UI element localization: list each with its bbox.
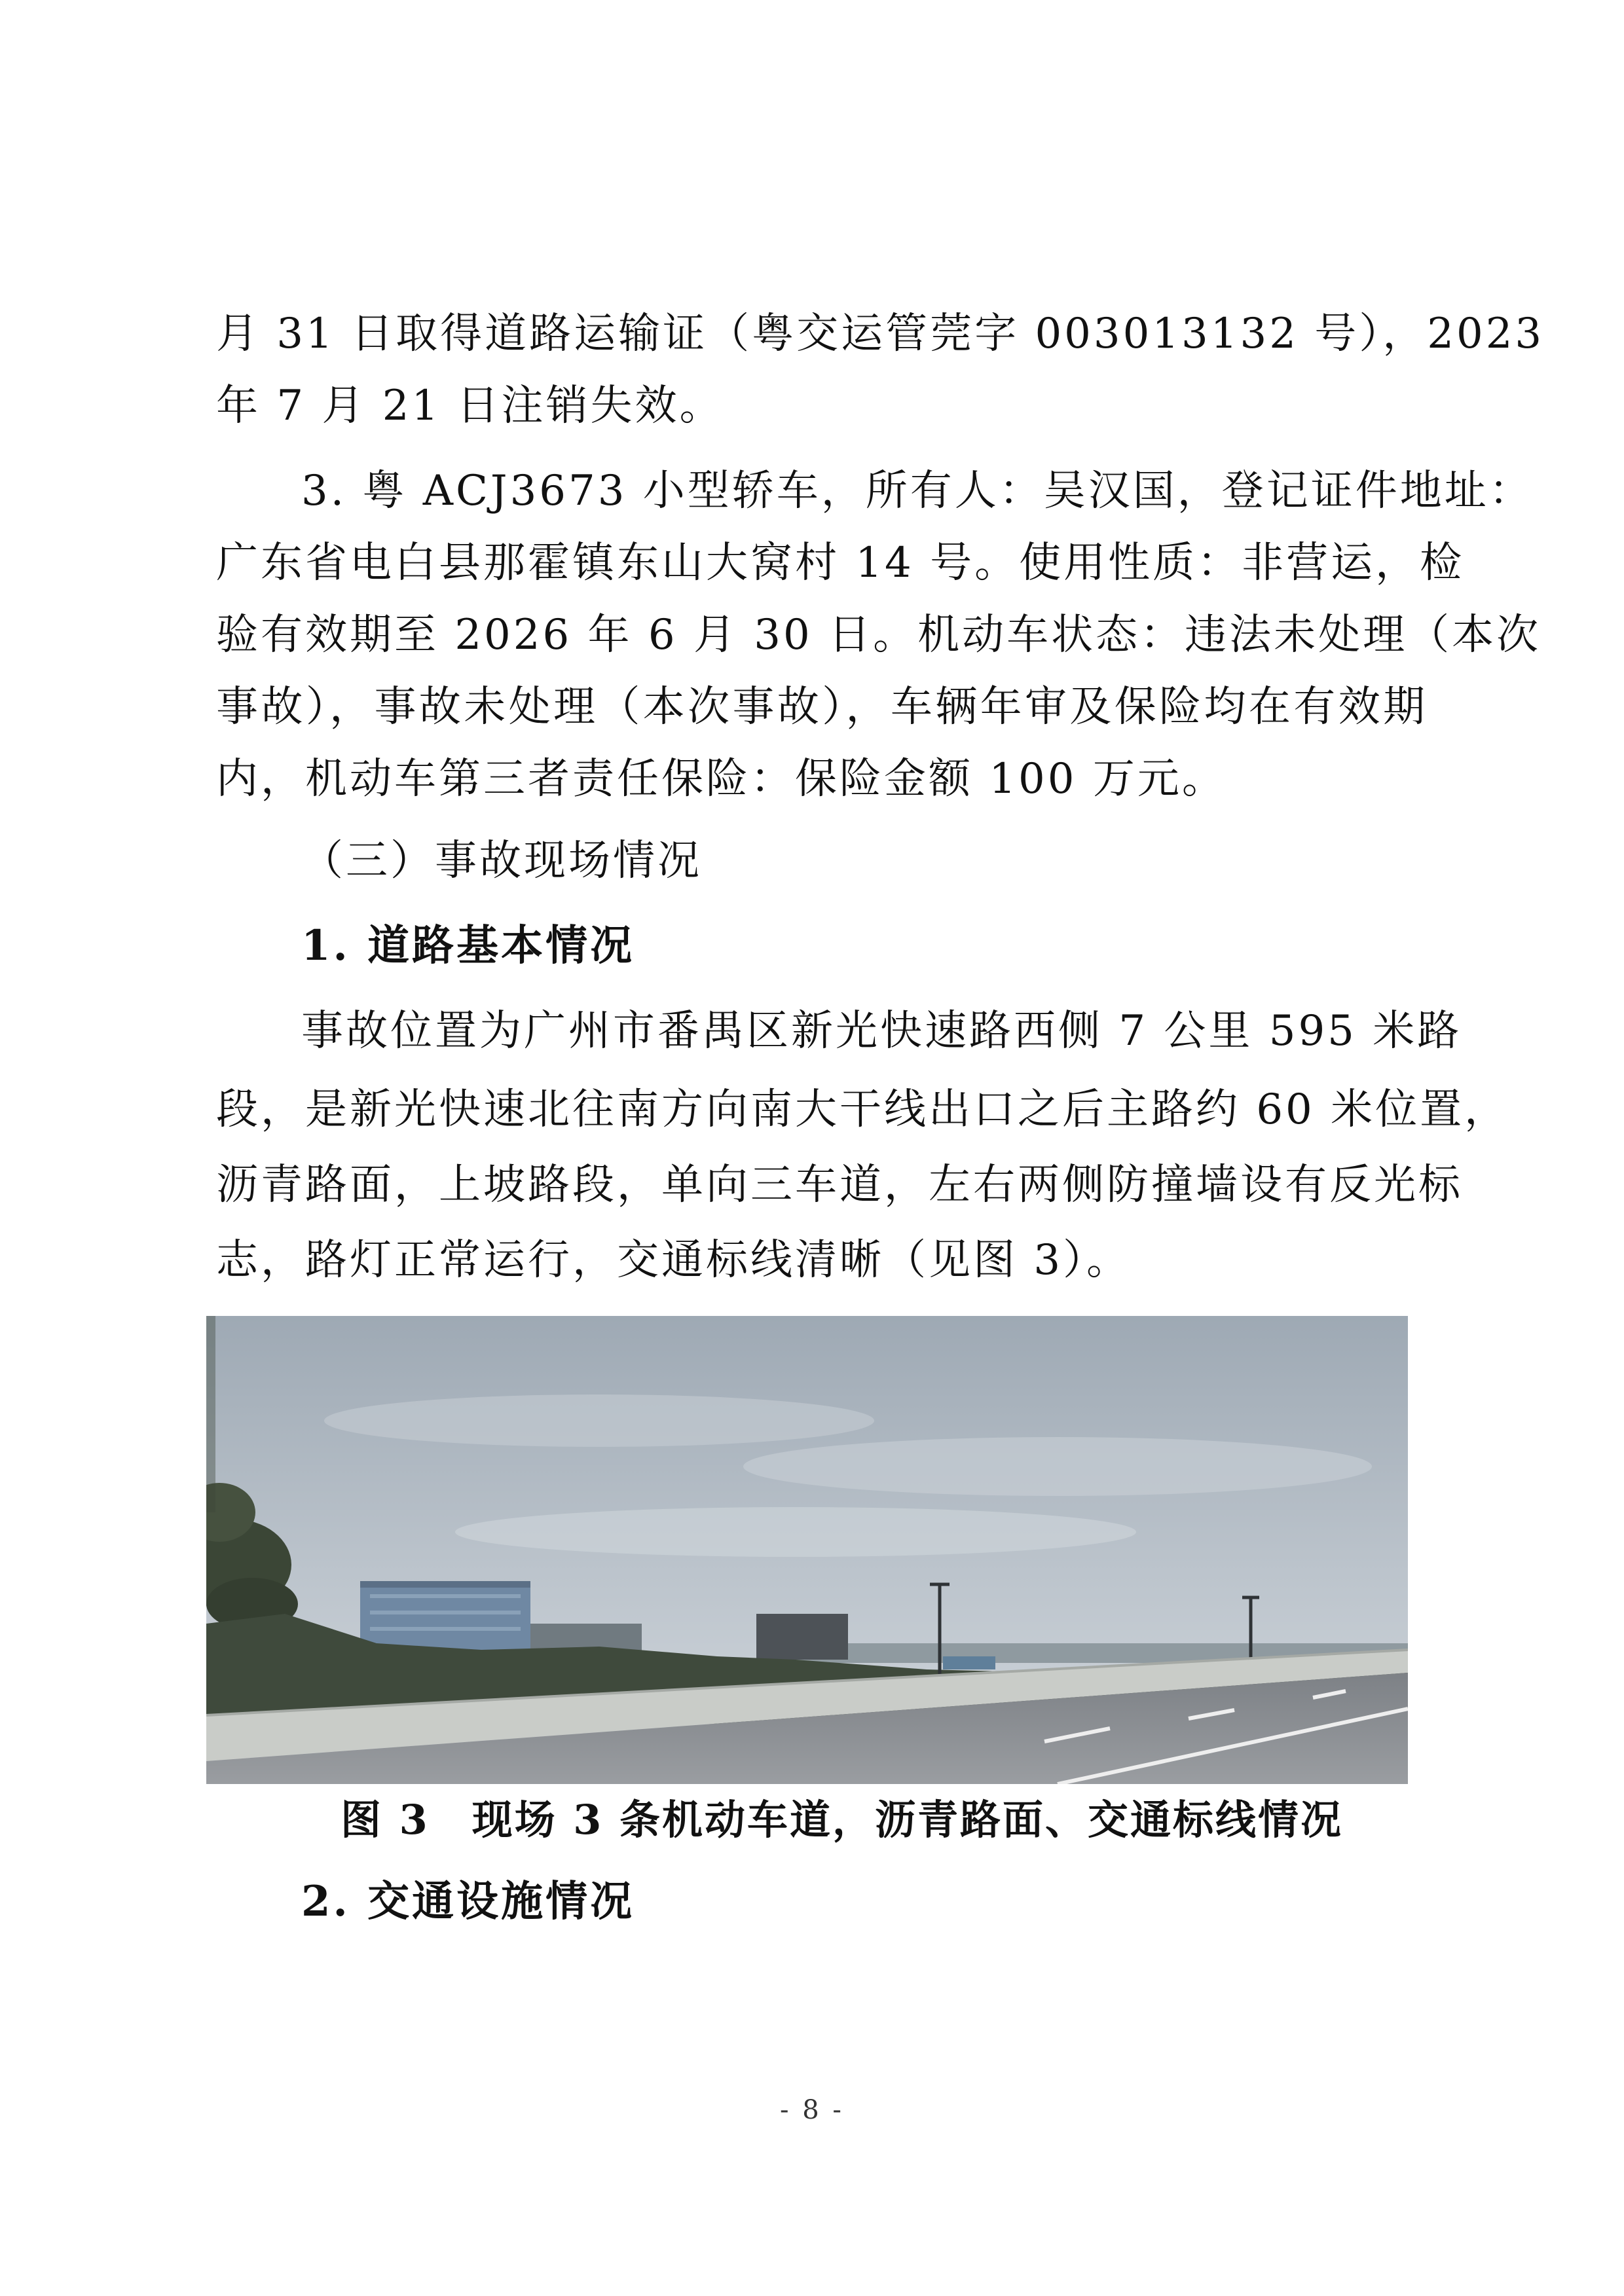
figure-caption: 图 3 现场 3 条机动车道，沥青路面、交通标线情况 xyxy=(341,1796,1344,1844)
scene-photo xyxy=(206,1316,1408,1784)
section-heading: （三）事故现场情况 xyxy=(301,837,702,885)
paragraph-line: 验有效期至 2026 年 6 月 30 日。机动车状态：违法未处理（本次 xyxy=(216,611,1541,659)
paragraph-line: 事故位置为广州市番禺区新光快速路西侧 7 公里 595 米路 xyxy=(301,1007,1462,1055)
paragraph-line: 事故），事故未处理（本次事故），车辆年审及保险均在有效期 xyxy=(216,683,1428,731)
paragraph-line: 月 31 日取得道路运输证（粤交运管莞字 003013132 号），2023 xyxy=(216,310,1545,358)
paragraph-line: 内，机动车第三者责任保险：保险金额 100 万元。 xyxy=(216,755,1227,803)
paragraph-line: 段，是新光快速北往南方向南大干线出口之后主路约 60 米位置， xyxy=(216,1085,1509,1134)
paragraph-line: 广东省电白县那霍镇东山大窝村 14 号。使用性质：非营运，检 xyxy=(216,539,1465,587)
page-number: - 8 - xyxy=(780,2095,844,2125)
paragraph-line: 沥青路面，上坡路段，单向三车道，左右两侧防撞墙设有反光标 xyxy=(216,1161,1463,1209)
paragraph-line: 志，路灯正常运行，交通标线清晰（见图 3）。 xyxy=(216,1236,1132,1285)
paragraph-line: 年 7 月 21 日注销失效。 xyxy=(216,382,724,430)
paragraph-line: 3. 粤 ACJ3673 小型轿车，所有人：吴汉国，登记证件地址： xyxy=(301,467,1534,515)
subsection-heading: 1. 道路基本情况 xyxy=(301,921,635,970)
subsection-heading: 2. 交通设施情况 xyxy=(301,1877,635,1926)
